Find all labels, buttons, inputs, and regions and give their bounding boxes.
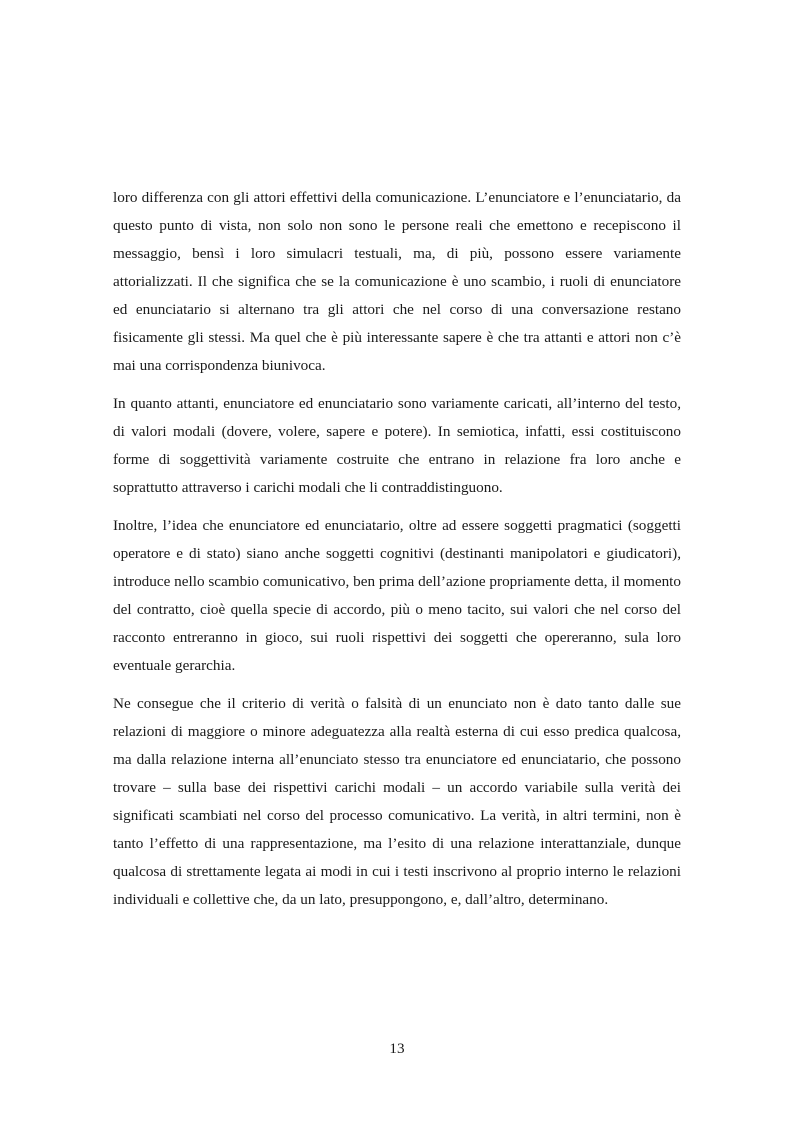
paragraph-4: Ne consegue che il criterio di verità o falsità di un enunciato non è dato tanto dalle sue relazioni di maggiore o minore adeguatezza alla realtà esterna di cui esso predica qualcosa, ma dalla relazione interna all’enunciato stesso tra enunciatore ed enunciatario, che possono trovare – sulla base dei rispettivi carichi modali – un accordo variabile sulla verità dei significati scambiati nel corso del processo comunicativo. La verità, in altri termini, non è tanto l’effetto di una rappresentazione, ma l’esito di una relazione interattanziale, dunque qualcosa di strettamente legata ai modi in cui i testi inscrivono al proprio interno le relazioni individuali e collettive che, da un lato, presuppongono, e, dall’altro, determinano.	[113, 695, 681, 908]
page-number: 13	[389, 1040, 405, 1057]
body-text	[113, 184, 681, 924]
paragraph-2: In quanto attanti, enunciatore ed enunciatario sono variamente caricati, all’interno del testo, di valori modali (dovere, volere, sapere e potere). In semiotica, infatti, essi costituiscono forme di soggettività variamente costruite che entrano in relazione fra loro anche e soprattutto attraverso i carichi modali che li contraddistinguono.	[113, 395, 681, 496]
paragraph-3: Inoltre, l’idea che enunciatore ed enunciatario, oltre ad essere soggetti pragmatici (soggetti operatore e di stato) siano anche soggetti cognitivi (destinanti manipolatori e giudicatori), introduce nello scambio comunicativo, ben prima dell’azione propriamente detta, il momento del contratto, cioè quella specie di accordo, più o meno tacito, sui valori che nel corso del racconto entreranno in gioco, sui ruoli rispettivi dei soggetti che opereranno, sula loro eventuale gerarchia.	[113, 517, 681, 674]
paragraph-1: loro differenza con gli attori effettivi della comunicazione. L’enunciatore e l’enunciatario, da questo punto di vista, non solo non sono le persone reali che emettono e recepiscono il messaggio, bensì i loro simulacri testuali, ma, di più, possono essere variamente attorializzati. Il che significa che se la comunicazione è uno scambio, i ruoli di enunciatore ed enunciatario si alternano tra gli attori che nel corso di una conversazione restano fisicamente gli stessi. Ma quel che è più interessante sapere è che tra attanti e attori non c’è mai una corrispondenza biunivoca.	[113, 189, 681, 374]
